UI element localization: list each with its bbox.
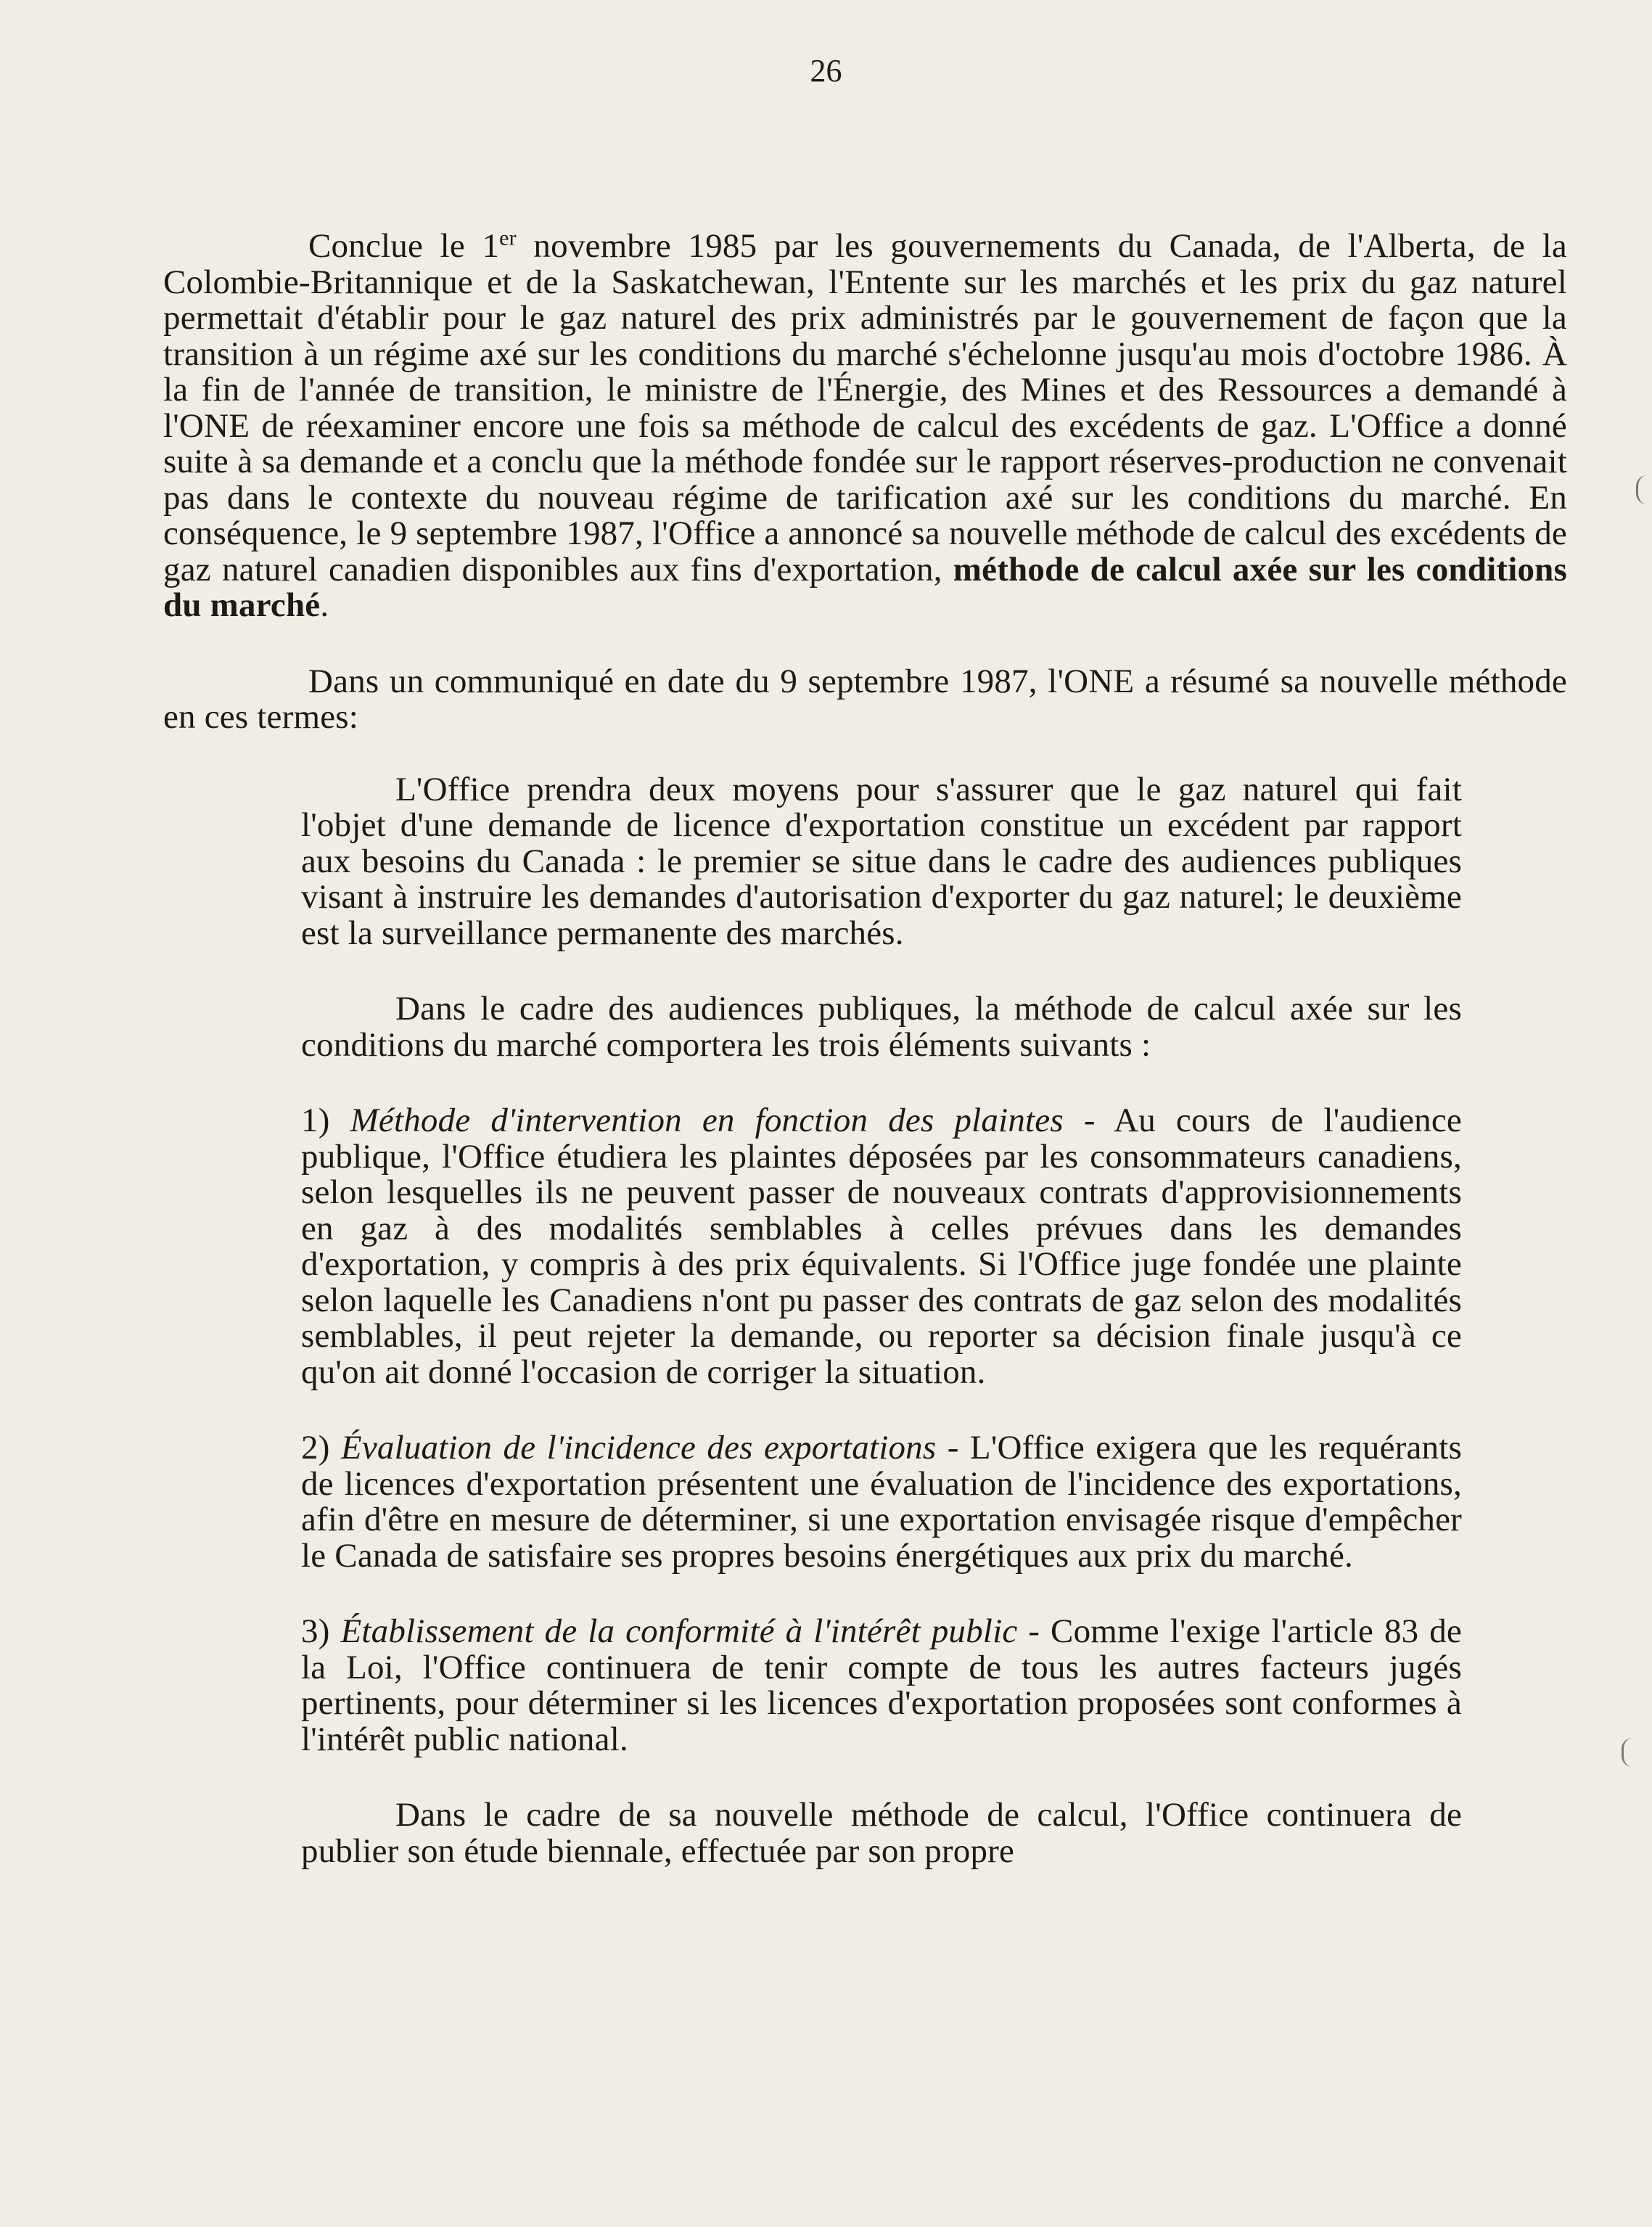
- body-text: [163, 226, 1567, 1909]
- list-item-title: Méthode d'intervention en fonction des plaintes: [350, 1102, 1064, 1139]
- list-item-number: 2): [301, 1429, 330, 1467]
- bold-term: méthode de calcul axée sur les conditions du marché: [163, 550, 1567, 624]
- block-quote: [301, 772, 1462, 1870]
- list-item: [301, 1614, 1462, 1758]
- list-item-text: - Comme l'exige l'article 83 de la Loi, l'Office continuera de tenir compte de tous les autres facteurs jugés pertinents, pour déterminer si les licences d'exportation proposées sont conformes à l'intérêt public national.: [301, 1612, 1462, 1758]
- list-item-text: - Au cours de l'audience publique, l'Office étudiera les plaintes déposées par les consommateurs canadiens, selon lesquelles ils ne peuvent passer de nouveaux contrats d'approvisionnements en gaz à des modalités semblables à celles prévues dans les demandes d'exportation, y compris à des prix équivalents. Si l'Office juge fondée une plainte selon laquelle les Canadiens n'ont pu passer des contrats de gaz selon des modalités semblables, il peut rejeter la demande, ou reporter sa décision finale jusqu'à ce qu'on ait donné l'occasion de corriger la situation.: [301, 1102, 1462, 1391]
- list-item-title: Évaluation de l'incidence des exportations: [340, 1429, 937, 1467]
- page-number: 26: [810, 53, 842, 89]
- list-item-title: Établissement de la conformité à l'intérêt public: [340, 1612, 1018, 1650]
- list-item-text: - L'Office exigera que les requérants de licences d'exportation présentent une évaluation de l'incidence des exportations, afin d'être en mesure de déterminer, si une exportation envisagée risque d'empêcher le Canada de satisfaire ses propres besoins énergétiques aux prix du marché.: [301, 1429, 1462, 1575]
- paragraph-communique: Dans un communiqué en date du 9 septembre 1987, l'ONE a résumé sa nouvelle méthode en ces termes:: [163, 662, 1567, 736]
- quote-paragraph: Dans le cadre de sa nouvelle méthode de calcul, l'Office continuera de publier son étude biennale, effectuée par son propre: [301, 1796, 1462, 1870]
- margin-mark: [1622, 1738, 1632, 1767]
- quote-paragraph: Dans le cadre des audiences publiques, la méthode de calcul axée sur les conditions du marché comportera les trois éléments suivants :: [301, 990, 1462, 1064]
- paragraph-text: novembre 1985 par les gouvernements du Canada, de l'Alberta, de la Colombie-Britannique et de la Saskatchewan, l'Entente sur les marchés et les prix du gaz naturel permettait d'établir pour le gaz naturel des prix administrés par le gouvernement de façon que la transition à un régime axé sur les conditions du marché s'échelonne jusqu'au mois d'octobre 1986. À la fin de l'année de transition, le ministre de l'Énergie, des Mines et des Ressources a demandé à l'ONE de réexaminer encore une fois sa méthode de calcul des excédents de gaz. L'Office a donné suite à sa demande et a conclu que la méthode fondée sur le rapport réserves-production ne convenait pas dans le contexte du nouveau régime de tarification axé sur les conditions du marché. En conséquence, le 9 septembre 1987, l'Office a annoncé sa nouvelle méthode de calcul des excédents de gaz naturel canadien disponibles aux fins d'exportation,: [163, 227, 1567, 588]
- quote-paragraph: L'Office prendra deux moyens pour s'assurer que le gaz naturel qui fait l'objet d'une demande de licence d'exportation constitue un excédent par rapport aux besoins du Canada : le premier se situe dans le cadre des audiences publiques visant à instruire les demandes d'autorisation d'exporter du gaz naturel; le deuxième est la surveillance permanente des marchés.: [301, 770, 1462, 952]
- list-item-number: 1): [301, 1102, 330, 1139]
- paragraph-text: .: [320, 586, 329, 624]
- paragraph-intro: [163, 226, 1567, 624]
- list-item-number: 3): [301, 1612, 330, 1650]
- superscript: er: [499, 226, 517, 250]
- list-item: [301, 1430, 1462, 1574]
- paragraph-text: Conclue le 1: [308, 227, 500, 265]
- margin-mark: [1636, 475, 1647, 504]
- list-item: [301, 1103, 1462, 1390]
